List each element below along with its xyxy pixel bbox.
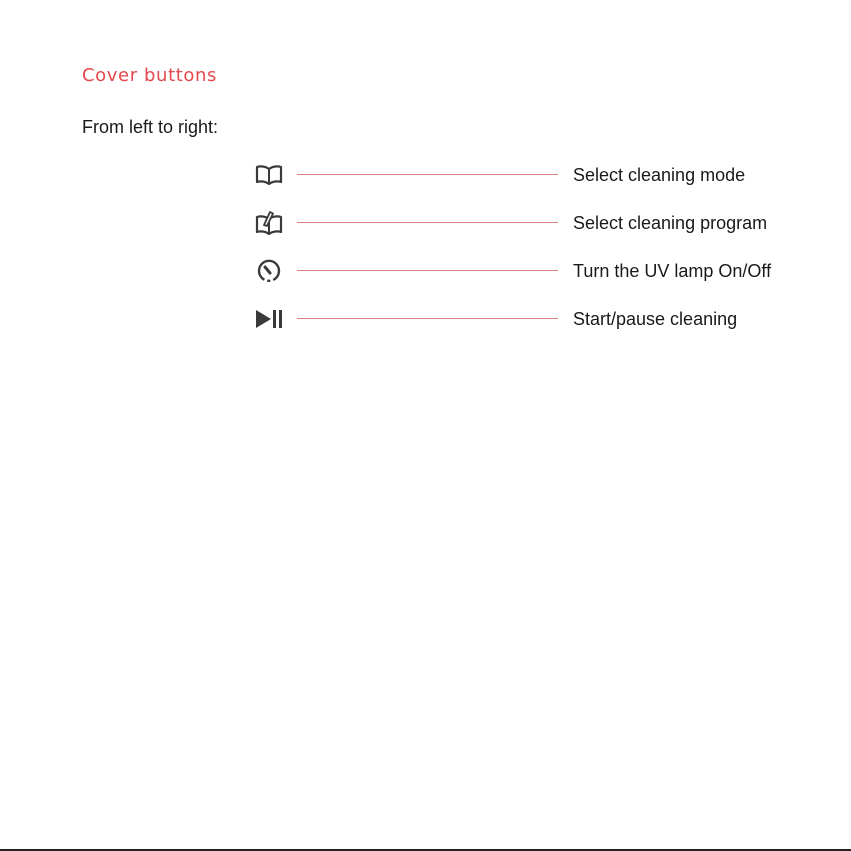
leader-line [297, 222, 558, 223]
section-title: Cover buttons [82, 65, 217, 86]
cover-button-row-program [250, 209, 810, 237]
leader-line [297, 270, 558, 271]
cover-button-label: Turn the UV lamp On/Off [573, 261, 772, 281]
cover-button-label: Select cleaning program [573, 213, 768, 233]
intro-text: From left to right: [82, 117, 219, 137]
leader-line [297, 318, 558, 319]
book-with-pen-icon [254, 209, 284, 237]
leader-line [297, 174, 558, 175]
cover-button-row-start-pause [250, 305, 810, 333]
uv-lamp-dial-icon [254, 257, 284, 285]
play-pause-icon [254, 305, 284, 333]
open-book-icon [254, 161, 284, 189]
cover-button-row-uv-lamp [250, 257, 810, 285]
cover-button-row-mode [250, 161, 810, 189]
cover-button-label: Select cleaning mode [573, 165, 746, 185]
cover-button-label: Start/pause cleaning [573, 309, 738, 329]
